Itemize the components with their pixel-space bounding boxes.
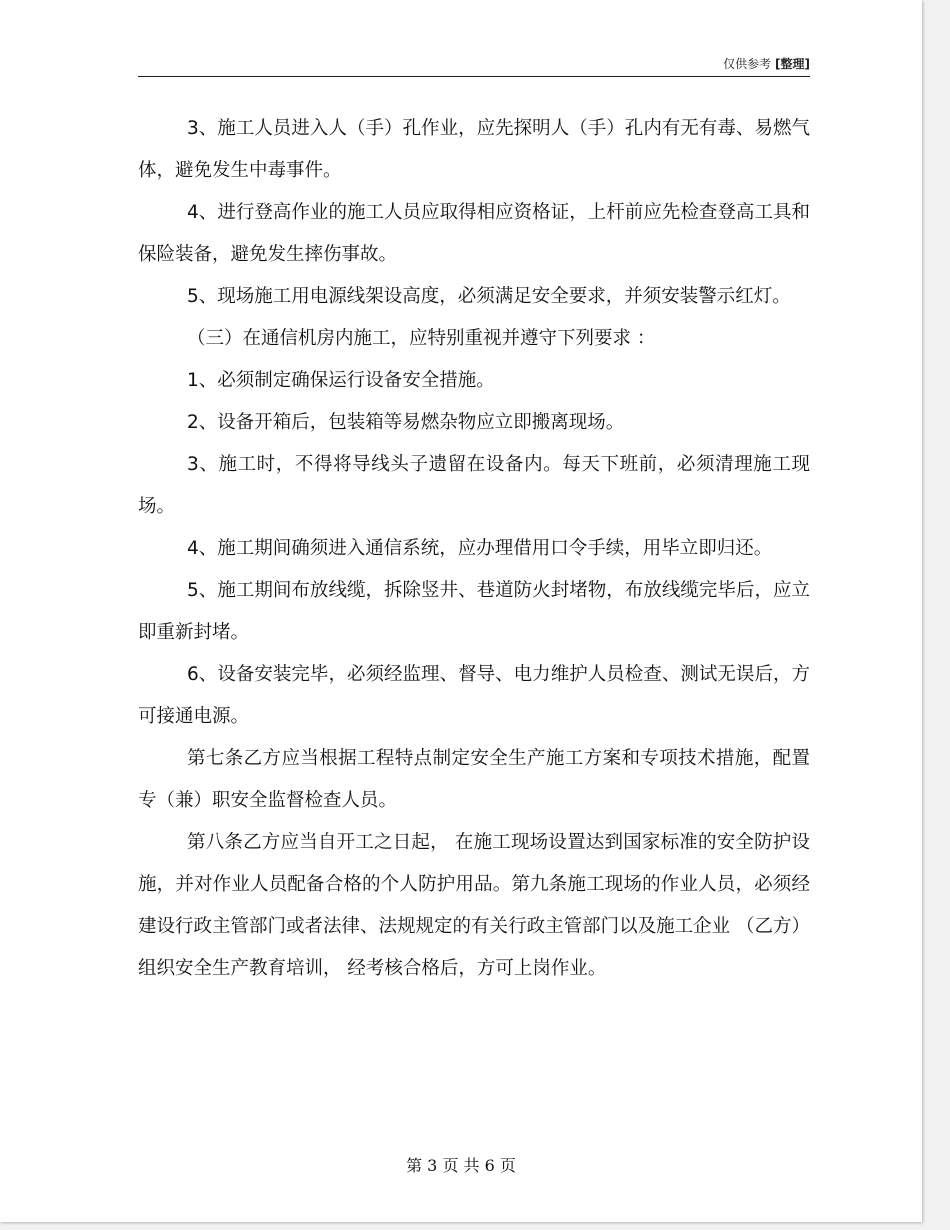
paragraph: 3、施工时，不得将导线头子遗留在设备内。每天下班前，必须清理施工现场。	[138, 454, 810, 517]
paragraph: 1、必须制定确保运行设备安全措施。	[187, 370, 495, 391]
article-paragraph: 第七条乙方应当根据工程特点制定安全生产施工方案和专项技术措施，配置专（兼）职安全监督检查人员。	[138, 748, 810, 811]
paragraph: 3、施工人员进入人（手）孔作业，应先探明人（手）孔内有无有毒、易燃气体，避免发生中毒事件。	[138, 118, 810, 181]
paragraph: 4、施工期间确须进入通信系统，应办理借用口令手续，用毕立即归还。	[187, 538, 773, 559]
article-paragraph: 第八条乙方应当自开工之日起， 在施工现场设置达到国家标准的安全防护设施，并对作业人员配备合格的个人防护用品。第九条施工现场的作业人员，必须经建设行政主管部门或者法律、法规规定的有关行政主管部门以及施工企业 （乙方）组织安全生产教育培训， 经考核合格后，方可上岗作业。	[138, 832, 810, 979]
paragraph: 5、现场施工用电源线架设高度，必须满足安全要求，并须安装警示红灯。	[187, 286, 791, 307]
paragraph: 4、进行登高作业的施工人员应取得相应资格证，上杆前应先检查登高工具和保险装备，避免发生摔伤事故。	[138, 202, 810, 265]
header-label: 仅供参考	[723, 57, 772, 71]
paragraph: 5、施工期间布放线缆，拆除竖井、巷道防火封堵物，布放线缆完毕后，应立即重新封堵。	[138, 580, 810, 643]
paragraph: 6、设备安装完毕，必须经监理、督导、电力维护人员检查、测试无误后，方可接通电源。	[138, 664, 810, 727]
paragraph: 2、设备开箱后，包装箱等易燃杂物应立即搬离现场。	[187, 412, 625, 433]
page-header	[138, 56, 810, 77]
header-tag: [整理]	[775, 57, 810, 71]
page-number: 第 3 页 共 6 页	[406, 1156, 516, 1175]
document-body	[138, 108, 810, 990]
section-heading: （三）在通信机房内施工，应特别重视并遵守下列要求 ：	[187, 328, 656, 349]
